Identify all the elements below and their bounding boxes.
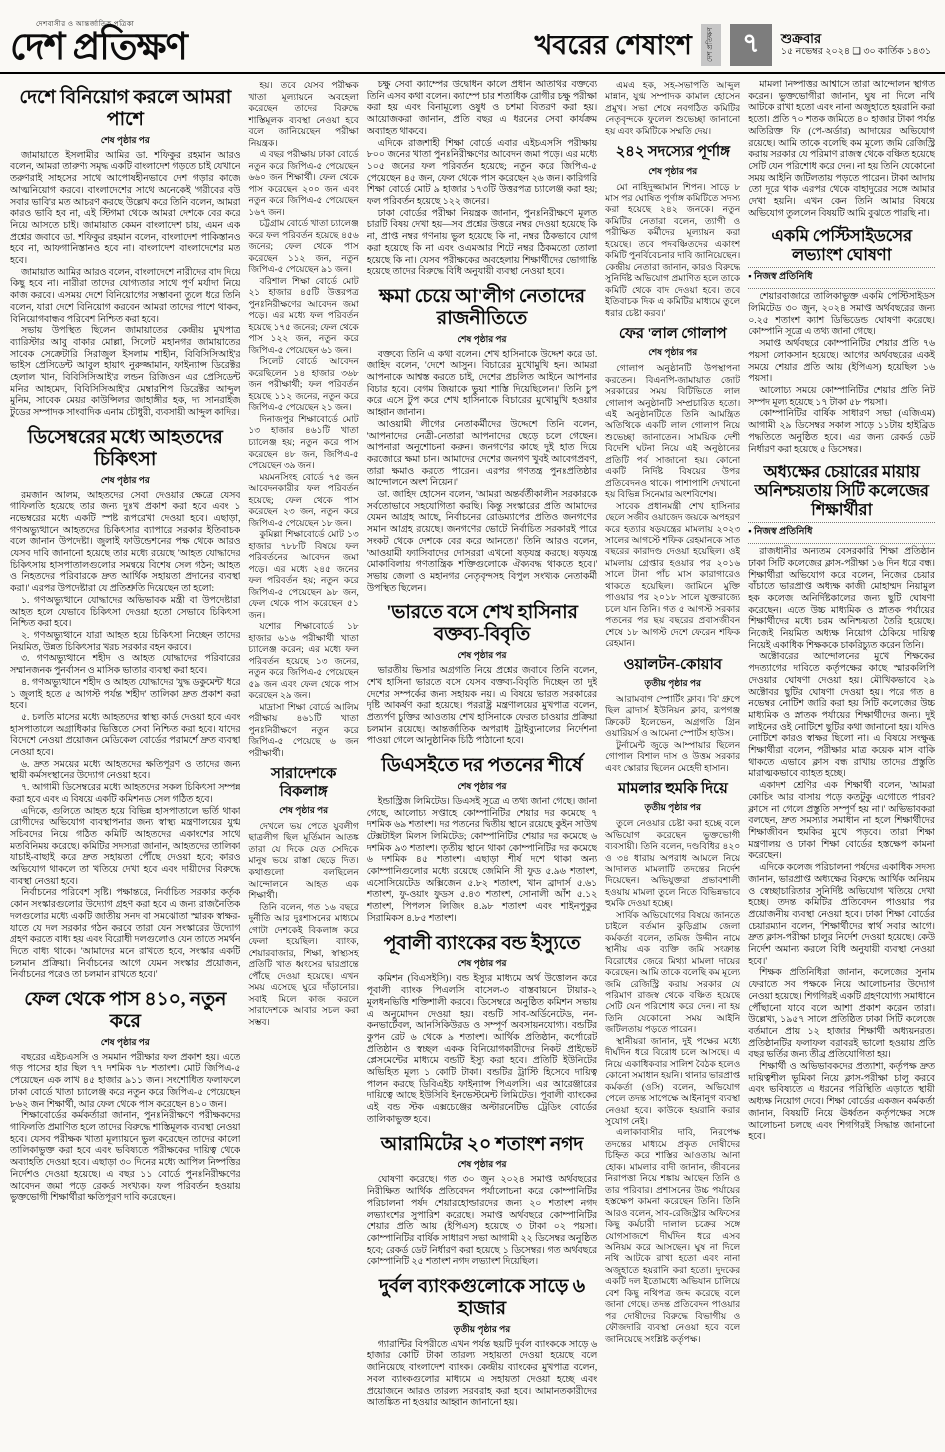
- article-paragraph: চট্টগ্রাম বোর্ডে খাতা চ্যালেঞ্জ করে ফল পরিবর্তন হয়েছে ৪৫৬ জনের; ফেল থেকে পাস করেছেন ১১২ জন, নতুন জিপিএ-৫ পেয়েছেন ৯১ জন।: [248, 218, 359, 275]
- day-label: শুক্রবার: [780, 30, 822, 46]
- article-headline: একমি পেস্টিসাইডসের লভ্যাংশ ঘোষণা: [771, 226, 912, 265]
- byline: ▪ নিজস্ব প্রতিনিধি: [748, 267, 935, 289]
- masthead-title: দেশ প্রতিক্ষণ: [10, 27, 187, 68]
- article-paragraph: ডা. জাহিদ হোসেন বলেন, 'আমরা অন্তর্বর্তীকালীন সরকারকে সর্বতোভাবে সহযোগিতা করছি। কিন্তু সংস্কারের প্রতি আমাদের যেমন আগ্রহ আছে, নির্বাচনের রোডম্যাপের প্রতিও জনগণের সমান আগ্রহ রয়েছে। জনগণের ভোটে নির্বাচিত সরকারই পারে সংকট থেকে দেশকে বের করে আনতে।' তিনি আরও বলেন, 'আওয়ামী ফ্যাসিবাদের দোসররা এখনো ষড়যন্ত্র করছে। ষড়যন্ত্র মোকাবিলায় গণতান্ত্রিক শক্তিগুলোকে ঐক্যবদ্ধ থাকতে হবে।' সভায় জেলা ও মহানগর নেতৃবৃন্দসহ বিপুল সংখ্যক নেতাকর্মী উপস্থিত ছিলেন।: [366, 490, 598, 594]
- article-paragraph: সভায় উপস্থিত ছিলেন জামায়াতের কেন্দ্রীয় মুখপাত্র ব্যারিস্টার আবু বাকার মোল্লা, সিলেট মহানগর জামায়াতের সাবেক সেক্রেটারি সিরাজুল ইসলাম শাহীন, বিবিসিসিআই'র ভাইস প্রেসিডেন্ট আবুল হায়াৎ নুরুজ্জামান, ফাইন্যান্স ডিরেক্টর হেলাল খান, বিবিসিসিআই'র লন্ডন রিজিওন এর প্রেসিডেন্ট মনির আহমেদ, বিবিসিসিআই'র মেম্বারশিপ ডিরেক্টর আব্দুল মুনিম, সাবেক মেয়র কাউন্সিলর জাহাঙ্গীর হক, দ্য সানরাইজ টুডের সম্পাদক সাংবাদিক এনাম চৌধুরী, ব্যবসায়ী আব্দুল কাদির।: [10, 326, 241, 419]
- article-headline: ক্ষমা চেয়ে আ'লীগ নেতাদের রাজনীতিতে: [379, 285, 585, 329]
- article-paragraph: যশোর শিক্ষাবোর্ডে ১৮ হাজার ৬১৬ পরীক্ষার্থী খাতা চ্যালেঞ্জ করেন; এর মধ্যে ফল পরিবর্তন হয়েছে ১৩ জনের, নতুন করে জিপিএ-৫ পেয়েছেন ৫৯ জন এবং ফেল থেকে পাস করেছেন ২৯ জন।: [248, 621, 359, 701]
- article-paragraph: ৭. আগামী ডিসেম্বরের মধ্যে আহতদের সকল চিকিৎসা সম্পন্ন করা হবে এবং এ বিষয়ে একটি কমিশনড সেল গঠিত হবে।: [10, 783, 241, 805]
- article-headline: আরামিটের ২০ শতাংশ নগদ: [380, 1133, 584, 1155]
- article-paragraph: চক্ষু সেবা ক্যাম্পের উদ্বোধন কালে প্রধান অতিথির বক্তব্যে তিনি এসব কথা বলেন। ক্যাম্পে চার শতাধিক রোগীর চক্ষু পরীক্ষা করা হয় এবং বিনামূল্যে ওষুধ ও চশমা বিতরণ করা হয়। আয়োজকরা জানান, প্রতি বছর এ ধরনের সেবা কার্যক্রম অব্যাহত থাকবে।: [366, 80, 598, 137]
- columns-container: [0, 74, 945, 1446]
- date-label: ১৫ নভেম্বর ২০২৪ ❑ ৩০ কার্তিক ১৪৩১: [780, 47, 931, 58]
- article-paragraph: মামলা নিষ্পত্তির আশ্বাসে তারা আন্দোলন স্থগিত করেন। ভুক্তভোগীরা জানান, ঘুষ না দিলে নথি আটকে রাখা হতো এবং নানা অজুহাতে হয়রানি করা হতো। প্রতি ৭০ শতক জমিতে ৪০ হাজার টাকা পর্যন্ত অতিরিক্ত ফি (পে-অর্ডার) আদায়ের অভিযোগ রয়েছে। আমি তাকে বলেছি কম মূল্যে জমি রেজিস্ট্রি করায় সরকার যে পরিমাণ রাজস্ব থেকে বঞ্চিত হয়েছে সেটি যেন পরিশোধ করে দেন। না হয় তিনি যেকোনো সময় আইনি জটিলতায় পড়তে পারেন। টাকা আদায় তো দূরে থাক এরপর থেকে বাহাদুরের সঙ্গে আমার দেখা হয়নি। এখন কেন তিনি আমার বিষয়ে অভিযোগ তুললেন বিষয়টি আমি বুঝতে পারছি না।: [748, 80, 936, 219]
- article-paragraph: মাদ্রাসা শিক্ষা বোর্ডে আলিম পরীক্ষায় ৪৬১টি খাতা পুনঃনিরীক্ষণে নতুন করে জিপিএ-৫ পেয়েছে ৬ জন পরীক্ষার্থী।: [248, 701, 359, 758]
- section-title: খবরের শেষাংশ: [534, 29, 692, 60]
- article-paragraph: ভারতীয় ভিসার অগ্রগতি নিয়ে প্রশ্নের জবাবে তিনি বলেন, শেখ হাসিনা ভারতে বসে যেসব বক্তব্য-বিবৃতি দিচ্ছেন তা দুই দেশের সম্পর্কের জন্য সহায়ক নয়। এ বিষয়ে ভারত সরকারের দৃষ্টি আকর্ষণ করা হয়েছে। পররাষ্ট্র মন্ত্রণালয়ের মুখপাত্র বলেন, প্রত্যর্পণ চুক্তির আওতায় শেখ হাসিনাকে ফেরত চাওয়ার প্রক্রিয়া চলমান রয়েছে। আন্তর্জাতিক অপরাধ ট্রাইব্যুনালের নির্দেশনা পাওয়া গেলে আনুষ্ঠানিক চিঠি পাঠানো হবে।: [366, 666, 598, 747]
- article-paragraph: রমজান আলম, আহতদের সেবা দেওয়ার ক্ষেত্রে যেসব গাফিলতি হয়েছে তার জন্য দুঃখ প্রকাশ করা হবে এবং ১ নভেম্বরের মধ্যে একটি স্পষ্ট রূপরেখা দেওয়া হবে। এছাড়া, গণঅভ্যুত্থানে আহতদের চিকিৎসার ব্যাপারে সরকার ইতিবাচক বলে জানান উপদেষ্টা। জুলাই ফাউন্ডেশনের পক্ষ থেকে আরও যেসব দাবি জানানো হয়েছে তার মধ্যে রয়েছে 'আহত যোদ্ধাদের চিকিৎসায় হাসপাতালগুলোর সমন্বয়ে বিশেষ সেল গঠন; আহত ও নিহতদের পরিবারকে দ্রুত আর্থিক সহায়তা প্রদানের ব্যবস্থা করা।' এরপর উপদেষ্টারা যে প্রতিশ্রুতি দিয়েছেন তা হলো:: [10, 490, 241, 595]
- article-headline: দেশে বিনিয়োগ করলে আমরা পাশে: [19, 87, 232, 130]
- continued-from-tag: শেষ পৃষ্ঠার পর: [457, 650, 507, 661]
- continued-from-tag: শেষ পৃষ্ঠার পর: [100, 134, 150, 145]
- column-5: [748, 80, 935, 1446]
- article-paragraph: এদিকে কলেজ পরিচালনা পর্ষদের একাধিক সদস্য জানান, ভারপ্রাপ্ত অধ্যক্ষের বিরুদ্ধে আর্থিক অনিয়ম ও স্বেচ্ছাচারিতার সুনির্দিষ্ট অভিযোগ খতিয়ে দেখা হচ্ছে। তদন্ত কমিটির প্রতিবেদন পাওয়ার পর প্রয়োজনীয় ব্যবস্থা নেওয়া হবে। ঢাকা শিক্ষা বোর্ডের চেয়ারম্যান বলেন, 'শিক্ষার্থীদের স্বার্থ সবার আগে। দ্রুত ক্লাস-পরীক্ষা চালুর নির্দেশ দেওয়া হয়েছে। কেউ নির্দেশ অমান্য করলে বিধি অনুযায়ী ব্যবস্থা নেওয়া হবে।': [748, 863, 936, 967]
- byline: ▪ নিজস্ব প্রতিনিধি: [748, 522, 935, 544]
- column-1: [10, 80, 240, 1446]
- article-paragraph: রাজধানীর অন্যতম বেসরকারি শিক্ষা প্রতিষ্ঠান ঢাকা সিটি কলেজের ক্লাস-পরীক্ষা ১৬ দিন ধরে বন্ধ। শিক্ষার্থীরা অভিযোগ করে বলেন, নিজের চেয়ার বাঁচাতে ভারপ্রাপ্ত অধ্যক্ষ কাজী মোহাম্মদ নিয়ামুল হক কলেজ অনির্দিষ্টকালের জন্য ছুটি ঘোষণা করেছেন। এতে উচ্চ মাধ্যমিক ও স্নাতক পর্যায়ের শিক্ষার্থীদের মধ্যে চরম অনিশ্চয়তা তৈরি হয়েছে। নিজেই নিয়মিত অধ্যক্ষ নিয়োগ ঠেকিয়ে দায়িত্ব নিয়েই একাধিক শিক্ষককে চাকরিচ্যুত করেন তিনি।: [748, 547, 936, 651]
- article-paragraph: এলাকাবাসীর দাবি, নিরপেক্ষ তদন্তের মাধ্যমে প্রকৃত দোষীদের চিহ্নিত করে শাস্তির আওতায় আনা হোক। মামলার বাদী জানান, জীবনের নিরাপত্তা নিয়ে শঙ্কায় আছেন তিনি ও তার পরিবার। প্রশাসনের উচ্চ পর্যায়ের হস্তক্ষেপ কামনা করেছেন তিনি। তিনি আরও বলেন, সাব-রেজিস্ট্রার অফিসের কিছু কর্মচারী দালাল চক্রের সঙ্গে যোগসাজশে দীর্ঘদিন ধরে এসব অনিয়ম করে আসছেন। ঘুষ না দিলে নথি আটকে রাখা হতো এবং নানা অজুহাতে হয়রানি করা হতো। দুদকের একটি দল ইতোমধ্যে অভিযান চালিয়ে বেশ কিছু নথিপত্র জব্দ করেছে বলে জানা গেছে। তদন্ত প্রতিবেদন পাওয়ার পর দোষীদের বিরুদ্ধে বিভাগীয় ও ফৌজদারি ব্যবস্থা নেওয়া হবে বলে জানিয়েছে সংশ্লিষ্ট কর্তৃপক্ষ।: [605, 1127, 741, 1344]
- article-paragraph: কোম্পানিটির বার্ষিক সাধারণ সভা (এজিএম) আগামী ২৯ ডিসেম্বর সকাল সাড়ে ১১টায় হাইব্রিড পদ্ধতিতে অনুষ্ঠিত হবে। এর জন্য রেকর্ড ডেট নির্ধারণ করা হয়েছে ৫ ডিসেম্বর।: [748, 409, 936, 455]
- article-paragraph: ৫. চলতি মাসের মধ্যে আহতদের স্বাস্থ্য কার্ড দেওয়া হবে এবং হাসপাতালে অগ্রাধিকার ভিত্তিতে সেবা নিশ্চিত করা হবে। যাদের বিদেশে নেওয়া প্রয়োজন মেডিকেল বোর্ডের পরামর্শে দ্রুত ব্যবস্থা নেওয়া হবে।: [10, 712, 241, 759]
- article-paragraph: ঢাকা বোর্ডের পরীক্ষা নিয়ন্ত্রক জানান, পুনঃনিরীক্ষণে মূলত চারটি বিষয় দেখা হয়—সব প্রশ্নের উত্তরে নম্বর দেওয়া হয়েছে কি না, প্রাপ্ত নম্বর গণনায় ভুল হয়েছে কি না, নম্বর ঠিকভাবে যোগ করা হয়েছে কি না এবং ওএমআর শিটে নম্বর ঠিকমতো তোলা হয়েছে কি না। যেসব পরীক্ষকের অবহেলায় শিক্ষার্থীদের ভোগান্তি হয়েছে তাদের বিরুদ্ধে বিধি অনুযায়ী ব্যবস্থা নেওয়া হবে।: [366, 208, 598, 278]
- article-headline: ওয়ালটন-কোয়াব: [623, 656, 722, 673]
- continued-from-tag: শেষ পৃষ্ঠার পর: [100, 1036, 150, 1047]
- continued-from-tag: শেষ পৃষ্ঠার পর: [457, 780, 507, 791]
- article-headline: ২৪২ সদস্যের পূর্ণাঙ্গ: [615, 144, 730, 161]
- article-paragraph: সমাপ্ত অর্থবছরে কোম্পানিটির শেয়ার প্রতি ৭৬ পয়সা লোকসান হয়েছে। আগের অর্থবছরের একই সময়ে শেয়ার প্রতি আয় (ইপিএস) হয়েছিল ১৬ পয়সা।: [748, 339, 936, 385]
- article-paragraph: অক্টোবরের আন্দোলনের মুখে শিক্ষকের পদত্যাগের দাবিতে কর্তৃপক্ষের কাছে স্মারকলিপি দেওয়ার ঘোষণা দেওয়া হয়। মৌখিকভাবে ২৯ অক্টোবর ছুটির ঘোষণা দেওয়া হয়। পরে গত ৪ নভেম্বর নোটিশ জারি করা হয় সিটি কলেজের উচ্চ মাধ্যমিক ও স্নাতক পর্যায়ের শিক্ষার্থীদের জন্য। দুই লাইনের ওই নোটিশে ছুটির কথা জানানো হয়। যদিও নোটিশে কারও স্বাক্ষর ছিলো না। এ বিষয়ে সংক্ষুব্ধ শিক্ষার্থীরা বলেন, পরীক্ষার মাত্র কয়েক মাস বাকি থাকতে এভাবে ক্লাস বন্ধ রাখায় তাদের প্রস্তুতি মারাত্মকভাবে ব্যাহত হচ্ছে।: [748, 652, 936, 780]
- article-paragraph: একাদশ শ্রেণির এক শিক্ষার্থী বলেন, 'আমরা কোচিং আর বাসায় পড়ে কতটুকু এগোতে পারব? ক্লাসে না গেলে প্রস্তুতি সম্পূর্ণ হয় না।' অভিভাবকরা বলছেন, দ্রুত সমস্যার সমাধান না হলে শিক্ষার্থীদের শিক্ষাজীবন হুমকির মুখে পড়বে। তারা শিক্ষা মন্ত্রণালয় ও ঢাকা শিক্ষা বোর্ডের হস্তক্ষেপ কামনা করেছেন।: [748, 781, 936, 862]
- article-paragraph: শিক্ষার্থী ও অভিভাবকদের প্রত্যাশা, কর্তৃপক্ষ দ্রুত দায়িত্বশীল ভূমিকা নিয়ে ক্লাস-পরীক্ষা চালু করবে এবং ভবিষ্যতে এ ধরনের পরিস্থিতি এড়াতে স্থায়ী অধ্যক্ষ নিয়োগ দেবে। শিক্ষা বোর্ডের একজন কর্মকর্তা জানান, বিষয়টি নিয়ে ঊর্ধ্বতন কর্তৃপক্ষের সঙ্গে আলোচনা চলছে এবং শিগগিরই সিদ্ধান্ত জানানো হবে।: [748, 1062, 936, 1143]
- article-paragraph: ইন্ডাস্ট্রিজ লিমিটেড। ডিএসই সূত্রে এ তথ্য জানা গেছে। জানা গেছে, আলোচ্য সপ্তাহে কোম্পানিটির শেয়ার দর কমেছে ৭ দশমিক ৬৯ শতাংশ। দর পতনের দ্বিতীয় স্থানে রয়েছে কুইন সাউথ টেক্সটাইল মিলস লিমিটেড; কোম্পানিটির শেয়ার দর কমেছে ৬ দশমিক ৯৩ শতাংশ। তৃতীয় স্থানে থাকা কোম্পানিটির দর কমেছে ৬ দশমিক ৪৫ শতাংশ। এছাড়া শীর্ষ দশে থাকা অন্য কোম্পানিগুলোর মধ্যে রয়েছে জেমিনি সী ফুড ৫.৯৬ শতাংশ, এসোসিয়েটেড অক্সিজেন ৫.৮২ শতাংশ, খান ব্রাদার্স ৫.৬১ শতাংশ, ফু-ওয়াং ফুডস ৫.৪৩ শতাংশ, সোনালী আঁশ ৫.১২ শতাংশ, পিপলস লিজিং ৪.৯৮ শতাংশ এবং শাইনপুকুর সিরামিকস ৪.৮৫ শতাংশ।: [366, 796, 598, 924]
- column-2: [248, 80, 358, 1446]
- article-paragraph: কমিশন (বিএসইসি)। বন্ড ইস্যুর মাধ্যমে অর্থ উত্তোলন করে পূবালী ব্যাংক পিএলসি বাসেল-৩ বাস্তবায়নে টায়ার-২ মূলধনভিত্তি শক্তিশালী করবে। ডিসেম্বরে অনুষ্ঠিত কমিশন সভায় এ অনুমোদন দেওয়া হয়। বন্ডটি সাব-অর্ডিনেটেড, নন-কনভার্টেবল, আনসিকিউরড ও সম্পূর্ণ অবসায়নযোগ্য। বন্ডটির কুপন রেট ৬ থেকে ৯ শতাংশ। আর্থিক প্রতিষ্ঠান, কর্পোরেট প্রতিষ্ঠান ও স্বচ্ছল একক বিনিয়োগকারীদের নিকট প্রাইভেট প্লেসমেন্টের মাধ্যমে বন্ডটি ইস্যু করা হবে। প্রতিটি ইউনিটের অভিহিত মূল্য ১ কোটি টাকা। বন্ডটির ট্রাস্টি হিসেবে দায়িত্ব পালন করছে ডিবিএইচ ফাইন্যান্স পিএলসি। এর আরেঞ্জারের দায়িত্বে আছে ইউসিবি ইনভেস্টমেন্ট লিমিটেড। পূবালী ব্যাংকের এই বন্ড স্টক এক্সচেঞ্জের অল্টারনেটিভ ট্রেডিং বোর্ডের তালিকাভুক্ত হবে।: [366, 974, 598, 1125]
- article-paragraph: নির্বাচনের পরিবেশ সৃষ্টি। পক্ষান্তরে, নির্বাচিত সরকার কর্তৃক কোন সংস্কারগুলোর উদ্যোগ গ্রহণ করা হবে এ জন্য রাজনৈতিক দলগুলোর মধ্যে একটি জাতীয় সনদ বা সমঝোতা স্মারক স্বাক্ষর-যাতে যে দল সরকার গঠন করবে তারা যেন সংস্কারের উদ্যোগ গ্রহণ করতে বাধ্য হয় এবং বিরোধী দলগুলোও যেন তাতে সমর্থন দিতে বাধ্য থাকে। 'আমাদের মনে রাখতে হবে, সংস্কার একটি চলমান প্রক্রিয়া। নির্বাচনের আগে যেমন সংস্কার প্রয়োজন, নির্বাচনের পরেও তা চলমান রাখতে হবে।': [10, 888, 241, 981]
- article-paragraph: বক্তব্যে তিনি এ কথা বলেন। শেখ হাসিনাকে উদ্দেশ করে ডা. জাহিদ বলেন, 'দেশে আসুন। বিচারের মুখোমুখি হন। আমরা আপনাকে আশ্বস্ত করতে চাই, দেশের প্রচলিত আইনে আপনার বিচার হবে। বেগম জিয়াকে ভুয়া শাস্তি দিয়েছিলেন।' তিনি চুপ করে এসে টুপ করে শেখ হাসিনাকে বিচারের মুখোমুখি হওয়ার আহ্বান জানান।: [366, 349, 598, 419]
- article-paragraph: শিক্ষাবোর্ডের কর্মকর্তারা জানান, পুনঃনিরীক্ষণে পরীক্ষকদের গাফিলতি প্রমাণিত হলে তাদের বিরুদ্ধে শাস্তিমূলক ব্যবস্থা নেওয়া হবে। যেসব পরীক্ষক খাতা মূল্যায়নে ভুল করেছেন তাদের কালো তালিকাভুক্ত করা হবে এবং ভবিষ্যতে পরীক্ষকের দায়িত্ব থেকে অব্যাহতি দেওয়া হবে। এছাড়া ৩০ দিনের মধ্যে আপিল নিষ্পত্তির নির্দেশও দেওয়া হয়েছে। এ বছর ১১ বোর্ডে পুনঃনিরীক্ষণের আবেদন জমা পড়ে রেকর্ড সংখ্যক। ফল পরিবর্তন হওয়ায় ভুক্তভোগী শিক্ষার্থীরা ক্ষতিপূরণ দাবি করেছেন।: [10, 1111, 241, 1204]
- continued-from-tag: তৃতীয় পৃষ্ঠার পর: [644, 802, 701, 813]
- article-paragraph: শিক্ষক প্রতিনিধিরা জানান, কলেজের সুনাম ফেরাতে সব পক্ষকে নিয়ে আলোচনার উদ্যোগ নেওয়া হয়েছে। শিগগিরই একটি গ্রহণযোগ্য সমাধানে পৌঁছানো যাবে বলে আশা প্রকাশ করেন তারা। উল্লেখ্য, ১৯৫৭ সালে প্রতিষ্ঠিত ঢাকা সিটি কলেজে বর্তমানে প্রায় ১২ হাজার শিক্ষার্থী অধ্যয়নরত। প্রতিষ্ঠানটির ফলাফল বরাবরই ভালো হওয়ায় প্রতি বছর ভর্তির জন্য তীব্র প্রতিযোগিতা হয়।: [748, 968, 936, 1061]
- article-paragraph: এ বছর পরীক্ষায় ঢাকা বোর্ডে নতুন করে জিপিএ-৫ পেয়েছেন ৬৬০ জন শিক্ষার্থী। ফেল থেকে পাস করেছেন ২০০ জন এবং নতুন করে জিপিএ-৫ পেয়েছেন ১৬৭ জন।: [248, 149, 359, 217]
- article-headline: সারাদেশকে বিকলাঙ্গ: [271, 766, 337, 800]
- continued-from-tag: শেষ পৃষ্ঠার পর: [457, 333, 507, 344]
- article-paragraph: ৩. গণঅভ্যুত্থানে শহীদ ও আহত যোদ্ধাদের পরিবারের সম্মানজনক পুনর্বাসন ও মাসিক ভাতার ব্যবস্থা করা হবে।: [10, 654, 241, 677]
- masthead-tagline: দেশবাসীর ও আন্তর্জাতিক পত্রিকা: [36, 20, 135, 28]
- continued-from-tag: শেষ পৃষ্ঠার পর: [279, 804, 329, 815]
- continued-from-tag: তৃতীয় পৃষ্ঠার পর: [453, 1323, 511, 1334]
- article-paragraph: জামায়াত আমির আরও বলেন, বাংলাদেশে নারীদের বাদ দিয়ে কিছু হবে না। নারীরা তাদের যোগ্যতার সাথে পূর্ণ মর্যাদা নিয়ে কাজ করবে। এসময় দেশে বিনিয়োগের সম্ভাবনা তুলে ধরে তিনি বলেন, যারা দেশে বিনিয়োগ করবেন আমরা তাদের পাশে থাকব, বিনিয়োগবান্ধব পরিবেশ নিশ্চিত করা হবে।: [10, 267, 241, 325]
- article-paragraph: তিনি বলেন, গত ১৬ বছরে দুর্নীতি আর দুঃশাসনের মাধ্যমে গোটা দেশকেই বিকলাঙ্গ করে ফেলা হয়েছিল। ব্যাংক, শেয়ারবাজার, শিক্ষা, স্বাস্থ্যসহ প্রতিটি খাত ধ্বংসের দ্বারপ্রান্তে পৌঁছে দেওয়া হয়েছে। এখন সময় এসেছে ঘুরে দাঁড়ানোর। সবাই মিলে কাজ করলে সারাদেশকে আবার সচল করা সম্ভব।: [248, 901, 359, 1027]
- article-paragraph: দিনাজপুর শিক্ষাবোর্ডে মোট ১৩ হাজার ৪৬১টি খাতা চ্যালেঞ্জ হয়; নতুন করে পাস করেছেন ৪৮ জন, জিপিএ-৫ পেয়েছেন ৩৯ জন।: [248, 413, 359, 471]
- date-block: [781, 31, 931, 59]
- article-headline: 'ভারতে বসে শেখ হাসিনার বক্তব্য-বিবৃতি: [386, 602, 578, 646]
- article-paragraph: এদিকে, গুলিতে আহত হয়ে বিভিন্ন হাসপাতালে ভর্তি থাকা রোগীদের অভিযোগ ব্যবস্থাপনার জন্য স্বাস্থ্য মন্ত্রণালয়ের যুগ্ম সচিবদের নিয়ে গঠিত কমিটি আহতদের একাংশের সাথে মতবিনিময় করেছে। কমিটির সদস্যরা জানান, আহতদের তালিকা যাচাই-বাছাই করে দ্রুত সহায়তা পৌঁছে দেওয়া হবে; কারও অভিযোগ থাকলে তা খতিয়ে দেখা হবে এবং দায়ীদের বিরুদ্ধে ব্যবস্থা নেওয়া হবে।: [10, 806, 241, 887]
- article-paragraph: এদিকে রাজশাহী শিক্ষা বোর্ডে এবার এইচএসসি পরীক্ষায় ৮০০ জনের খাতা পুনঃনিরীক্ষণের আবেদন জমা পড়ে। এর মধ্যে ১০৫ জনের ফল পরিবর্তন হয়েছে; নতুন করে জিপিএ-৫ পেয়েছেন ৪৫ জন, ফেল থেকে পাস করেছেন ২৬ জন। কারিগরি শিক্ষা বোর্ডে মোট ৯ হাজার ১৭৩টি উত্তরপত্র চ্যালেঞ্জ করা হয়; ফল পরিবর্তন হয়েছে ১২২ জনের।: [366, 138, 598, 208]
- article-paragraph: হয়। তবে যেসব পরীক্ষক খাতা মূল্যায়নে অবহেলা করেছেন তাদের বিরুদ্ধে শাস্তিমূলক ব্যবস্থা নেওয়া হবে বলে জানিয়েছেন পরীক্ষা নিয়ন্ত্রক।: [248, 80, 359, 148]
- article-headline: ফেল থেকে পাস ৪১০, নতুন করে: [24, 989, 227, 1032]
- masthead: [10, 21, 187, 66]
- article-paragraph: স্থানীয়রা জানান, দুই পক্ষের মধ্যে দীর্ঘদিন ধরে বিরোধ চলে আসছে। এ নিয়ে একাধিকবার সালিশ বৈঠক হলেও কোনো সমাধান হয়নি। থানার ভারপ্রাপ্ত কর্মকর্তা (ওসি) বলেন, অভিযোগ পেলে তদন্ত সাপেক্ষে আইনানুগ ব্যবস্থা নেওয়া হবে। কাউকে হয়রানি করার সুযোগ নেই।: [605, 1035, 741, 1126]
- article-headline: পূবালী ব্যাংকের বন্ড ইস্যুতে: [383, 932, 581, 954]
- article-headline: অধ্যক্ষের চেয়ারের মায়ায় অনিশ্চয়তায় সিটি কলেজের শিক্ষার্থীরা: [754, 462, 929, 520]
- article-paragraph: কুমিল্লা শিক্ষাবোর্ডে মোট ১৩ হাজার ৭৮৮টি বিষয়ে ফল পরিবর্তনের আবেদন জমা পড়ে। এর মধ্যে ২৪৫ জনের ফল পরিবর্তন হয়; নতুন করে জিপিএ-৫ পেয়েছেন ৯৮ জন, ফেল থেকে পাস করেছেন ৫১ জন।: [248, 529, 359, 620]
- continued-from-tag: শেষ পৃষ্ঠার পর: [100, 474, 150, 485]
- article-paragraph: ৪. গণঅভ্যুত্থানে শহীদ ও আহত যোদ্ধাদের 'যুদ্ধ ডকুমেন্ট' ধরে ১ জুলাই হতে ৫ আগস্ট পর্যন্ত 'শহীদ' তালিকা দ্রুত প্রকাশ করা হবে।: [10, 677, 241, 712]
- column-4: [605, 80, 740, 1446]
- article-paragraph: সার্বিক অভিযোগের বিষয়ে জানতে চাইলে বর্তমান কুড়িগ্রাম জেলা কর্মকর্তা বলেন, তমিজ উদ্দীন নামে স্থানীয় এক ব্যক্তি জমি সংক্রান্ত বিরোধের জেরে মিথ্যা মামলা দায়ের করেছেন। আমি তাকে বলেছি কম মূল্যে জমি রেজিস্ট্রি করায় সরকার যে পরিমাণ রাজস্ব থেকে বঞ্চিত হয়েছে সেটি যেন পরিশোধ করে দেন। না হয় তিনি যেকোনো সময় আইনি জটিলতায় পড়তে পারেন।: [605, 909, 741, 1035]
- article-paragraph: আরামবাগ স্পোর্টিং ক্লাব। 'বি' গ্রুপে ছিল ব্রাদার্স ইউনিয়ন ক্লাব, রূপগঞ্জ ক্রিকেট ইলেভেন, অগ্রগতি গ্রিন ওয়ারিয়র্স ও আমেনা স্পোর্টস হাউস।: [605, 693, 741, 739]
- article-paragraph: বরিশাল শিক্ষা বোর্ডে মোট ২১ হাজার ৪৫টি উত্তরপত্র পুনঃনিরীক্ষণের আবেদন জমা পড়ে। এর মধ্যে ফল পরিবর্তন হয়েছে ১৭৫ জনের; ফেল থেকে পাস ১২২ জন, নতুন করে জিপিএ-৫ পেয়েছেন ৬১ জন।: [248, 275, 359, 355]
- article-paragraph: আওয়ামী লীগের নেতাকর্মীদের উদ্দেশে তিনি বলেন, 'আপনাদের নেত্রী-নেতারা আপনাদের ছেড়ে চলে গেছেন। আপনারা অনুশোচনা করুন। জনগণের কাছে দুই হাত দিয়ে করজোরে ক্ষমা চান। আমাদের দেশের জনগণ খুবই আবেগপ্রবণ, তারা ক্ষমাও করতে পারেন। এরপর গণতন্ত্র পুনঃপ্রতিষ্ঠার আন্দোলনে অংশ নিয়েন।': [366, 419, 598, 489]
- article-paragraph: টুর্নামেন্ট জুড়ে আম্পায়ার ছিলেন গোপাল বিশাল দাস ও উত্তম সরকার এবং স্কোরার ছিলেন মেহেদী হাসান।: [605, 739, 741, 773]
- column-3: [367, 80, 597, 1446]
- paper-logo-box: দেশ প্রতিক্ষণ: [701, 24, 721, 66]
- article-paragraph: তুলে নেওয়ার চেষ্টা করা হচ্ছে বলে অভিযোগ করেছেন ভুক্তভোগী ব্যবসায়ী। তিনি বলেন, দণ্ডবিধির ৪২০ ও ৩৪ ধারায় অপরাধ আমলে নিয়ে আদালত মামলাটি তদন্তের নির্দেশ দিয়েছেন। অভিযুক্তরা প্রভাবশালী হওয়ায় মামলা তুলে নিতে বিভিন্নভাবে হুমকি দেওয়া হচ্ছে।: [605, 818, 741, 909]
- continued-from-tag: শেষ পৃষ্ঠার পর: [457, 1159, 507, 1170]
- continued-from-tag: শেষ পৃষ্ঠার পর: [648, 347, 698, 358]
- continued-from-tag: শেষ পৃষ্ঠার পর: [648, 165, 698, 176]
- article-paragraph: মো নাহিদুজ্জামান শিপন। সাড়ে ৮ মাস পর ঘোষিত পূর্ণাঙ্গ কমিটিতে সদস্য করা হয়েছে ২৪২ জনকে। নতুন কমিটির নেতারা বলেন, ত্যাগী ও পরীক্ষিত কর্মীদের মূল্যায়ন করা হয়েছে। তবে পদবঞ্চিতদের একাংশ কমিটি পুনর্বিবেচনার দাবি জানিয়েছেন। কেন্দ্রীয় নেতারা জানান, কারও বিরুদ্ধে সুনির্দিষ্ট অভিযোগ প্রমাণিত হলে তাকে কমিটি থেকে বাদ দেওয়া হবে। তবে ইতিবাচক দিক এ কমিটির মাধ্যমে তুলে ধরার চেষ্টা করব।': [605, 181, 741, 318]
- article-headline: দুর্বল ব্যাংকগুলোকে সাড়ে ৬ হাজার: [378, 1276, 585, 1319]
- article-paragraph: গোলাপ অনুষ্ঠানটি উপস্থাপনা করতেন। বিএনপি-জামায়াত জোট সরকারের সময় বিটিভিতে লাল গোলাপ অনুষ্ঠানটি সম্প্রচারিত হতো। এই অনুষ্ঠানটিতে তিনি আমন্ত্রিত অতিথিকে একটি লাল গোলাপ নিয়ে শুভেচ্ছা জানাতেন। সাময়িক দেশী বিদেশি ঘটনা নিয়ে এই অনুষ্ঠানের প্রতিটি পর্ব সাজানো হয়। কোনো একটি নির্দিষ্ট বিষয়ের উপর প্রতিবেদনও থাকে। পাশাপাশি দেখানো হয় বিভিন্ন সিনেমার অংশবিশেষ।: [605, 363, 741, 500]
- article-paragraph: ২. গণঅভ্যুত্থানে যারা আহত হয়ে চিকিৎসা নিচ্ছেন তাদের নিয়মিত, উন্নত চিকিৎসার খরচ সরকার বহন করবে।: [10, 630, 241, 653]
- article-paragraph: সিলেট বোর্ডে আবেদন করেছিলেন ১৪ হাজার ৩৬৮ জন পরীক্ষার্থী; ফল পরিবর্তন হয়েছে ১১২ জনের, নতুন করে জিপিএ-৫ পেয়েছেন ২১ জন।: [248, 356, 359, 413]
- page-header: [0, 0, 945, 74]
- article-paragraph: এমএ হক, সহ-সভাপতি আব্দুল মান্নান, যুগ্ম সম্পাদক কামাল হোসেন প্রমুখ। সভা শেষে নবগঠিত কমিটির নেতৃবৃন্দকে ফুলেল শুভেচ্ছা জানানো হয় এবং কমিটিকে সম্মতি দেয়।: [605, 80, 741, 136]
- article-paragraph: ৬. দ্রুত সময়ের মধ্যে আহতদের ক্ষতিপূরণ ও তাদের জন্য স্থায়ী কর্মসংস্থানের উদ্যোগ নেওয়া হবে।: [10, 759, 241, 782]
- article-headline: ডিসেম্বরের মধ্যে আহতদের চিকিৎসা: [27, 426, 223, 470]
- continued-from-tag: শেষ পৃষ্ঠার পর: [457, 958, 507, 969]
- article-paragraph: গ্যারান্টির বিপরীতে এখন পর্যন্ত ছয়টি দুর্বল ব্যাংককে সাড়ে ৬ হাজার কোটি টাকা তারল্য সহায়তা দেওয়া হয়েছে বলে জানিয়েছে বাংলাদেশ ব্যাংক। কেন্দ্রীয় ব্যাংকের মুখপাত্র বলেন, সবল ব্যাংকগুলোর মাধ্যমে এ সহায়তা দেওয়া হচ্ছে এবং প্রয়োজনে আরও তারল্য সরবরাহ করা হবে। আমানতকারীদের আতঙ্কিত না হওয়ার আহ্বান জানানো হয়।: [366, 1339, 598, 1409]
- article-headline: ডিএসইতে দর পতনের শীর্ষে: [381, 755, 583, 777]
- article-paragraph: দেখলে ভয় পেতে যুবলীগ ছাত্রলীগ ছিল মূর্তিমান আতঙ্ক তারা যে দিকে যেত সেদিকে মানুষ ভয়ে রাস্তা ছেড়ে দিত। কথাগুলো বলছিলেন আন্দোলনে আহত এক শিক্ষার্থী।: [248, 820, 359, 901]
- article-paragraph: জামায়াতে ইসলামীর আমির ডা. শফিকুর রহমান আরও বলেন, আমরা তারুণ্য সমৃদ্ধ একটি বাংলাদেশ গড়তে চাই যেখানে তরুণরাই সাহসের সাথে আপোষহীনভাবে দেশ গড়ার কাজে আত্মনিয়োগ করবে। বাংলাদেশের সাথে অনেকেই 'গরীবের বউ সবার ভাবি'র মত আচরণ করছে উল্লেখ করে তিনি বলেন, আমরা কারও ভাবি হব না, এই স্টিগমা থেকে আমরা দেশকে বের করে নিয়ে আসতে চাই। জামায়াত কেমন বাংলাদেশ চায়, এমন এক প্রশ্নের জবাবে ডা. শফিকুর রহমান বলেন, বাংলাদেশ পাকিস্তানও হবে না, আফগানিস্তানও হবে না। বাংলাদেশ বাংলাদেশের মত হবে।: [10, 150, 241, 267]
- article-paragraph: সাবেক প্রধানমন্ত্রী শেখ হাসিনার ছেলে সজীব ওয়াজেদ জয়কে অপহরণ করে হত্যার ষড়যন্ত্রের মামলায় ২০২৩ সালের আগস্টে শফিক রেহমানকে সাত বছরের কারাদণ্ড দেওয়া হয়েছিল। ওই মামলায় গ্রেপ্তার হওয়ার পর ২০১৬ সালে টানা পাঁচ মাস কারাগারেও থাকতে হয়েছিল। জামিনে মুক্তি পাওয়ার পর ২০১৮ সালে যুক্তরাজ্যে চলে যান তিনি। গত ৫ আগস্ট সরকার পতনের পর ছয় বছরের প্রবাসজীবন শেষে ১৮ আগস্ট দেশে ফেরেন শফিক রেহমান।: [605, 500, 741, 649]
- article-paragraph: ময়মনসিংহ বোর্ডে ৭৫ জন আবেদনকারীর ফল পরিবর্তন হয়েছে; ফেল থেকে পাস করেছেন ২৩ জন, নতুন করে জিপিএ-৫ পেয়েছেন ১৮ জন।: [248, 471, 359, 528]
- article-headline: মামলার হুমকি দিয়ে: [617, 780, 728, 797]
- article-paragraph: ১. গণঅভ্যুত্থানে যোদ্ধাদের অভিভাবক মন্ত্রী বা উপদেষ্টারা আহত হলে যেভাবে চিকিৎসা দেওয়া হতো সেভাবে চিকিৎসা নিশ্চিত করা হবে।: [10, 595, 241, 630]
- article-paragraph: শেয়ারবাজারে তালিকাভুক্ত একমি পেস্টিসাইডস লিমিটেড ৩০ জুন, ২০২৪ সমাপ্ত অর্থবছরের জন্য ০.২৫ শতাংশ ক্যাশ ডিভিডেন্ড ঘোষণা করেছে। কোম্পানি সূত্রে এ তথ্য জানা গেছে।: [748, 292, 936, 338]
- article-headline: ফের 'লাল গোলাপ: [618, 325, 727, 342]
- article-paragraph: আলোচ্য সময়ে কোম্পানিটির শেয়ার প্রতি নিট সম্পদ মূল্য হয়েছে ১৭ টাকা ৫৮ পয়সা।: [748, 386, 936, 408]
- page-number-badge: ৭: [730, 24, 772, 66]
- article-paragraph: বছরের এইচএসসি ও সমমান পরীক্ষার ফল প্রকাশ হয়। এতে গড় পাসের হার ছিল ৭৭ দশমিক ৭৮ শতাংশ। মোট জিপিএ-৫ পেয়েছেন এক লাখ ৪৫ হাজার ৯১১ জন। সংশোধিত ফলাফলে ঢাকা বোর্ডে খাতা চ্যালেঞ্জ করে নতুন করে জিপিএ-৫ পেয়েছেন ৮৬২ জন শিক্ষার্থী, আর ফেল থেকে পাস করেছেন ৪১০ জন।: [10, 1052, 241, 1110]
- article-paragraph: ঘোষণা করেছে। গত ৩০ জুন ২০২৪ সমাপ্ত অর্থবছরের নিরীক্ষিত আর্থিক প্রতিবেদন পর্যালোচনা করে কোম্পানিটির পরিচালনা পর্ষদ শেয়ারহোল্ডারদের জন্য ২০ শতাংশ নগদ লভ্যাংশের সুপারিশ করেছে। সমাপ্ত অর্থবছরে কোম্পানিটির শেয়ার প্রতি আয় (ইপিএস) হয়েছে ৩ টাকা ০২ পয়সা। কোম্পানিটির বার্ষিক সাধারণ সভা আগামী ২২ ডিসেম্বর অনুষ্ঠিত হবে; রেকর্ড ডেট নির্ধারণ করা হয়েছে ১ ডিসেম্বর। গত অর্থবছরে কোম্পানিটি ২৫ শতাংশ নগদ লভ্যাংশ দিয়েছিল।: [366, 1175, 598, 1268]
- continued-from-tag: তৃতীয় পৃষ্ঠার পর: [644, 677, 701, 688]
- header-right: [535, 24, 935, 66]
